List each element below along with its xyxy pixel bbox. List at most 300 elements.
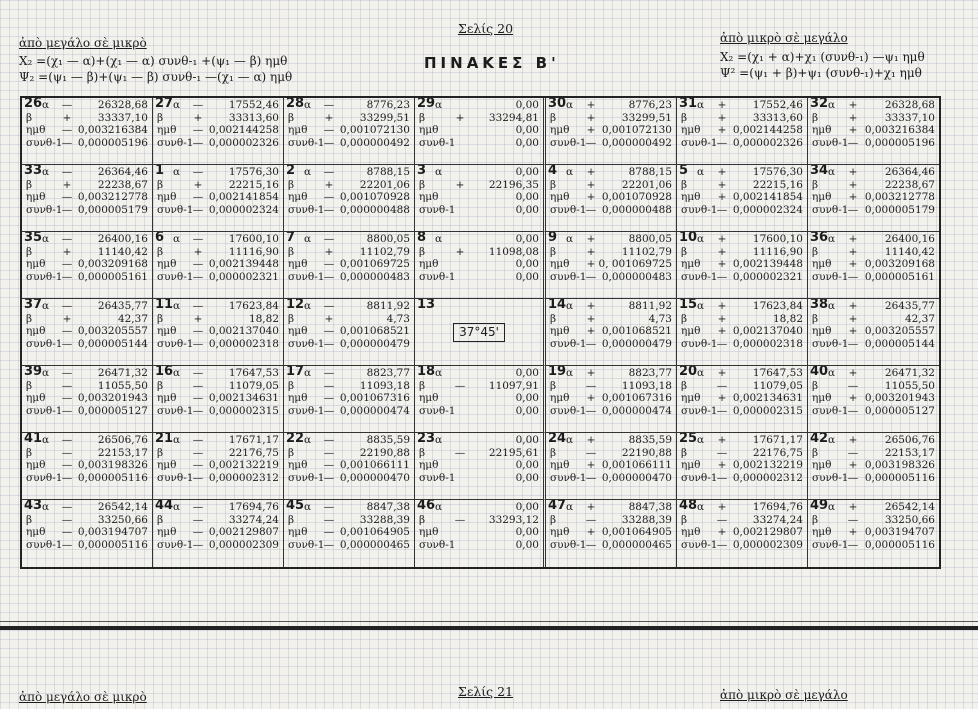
beta-label: β: [812, 245, 819, 258]
cos-row: [812, 338, 935, 351]
cos-value: 0,000005179: [864, 203, 935, 216]
alpha-sign: —: [192, 166, 204, 178]
cell-number: 38: [810, 299, 829, 312]
beta-sign: +: [848, 111, 858, 124]
sin-sign: +: [717, 459, 727, 472]
cell-number: 42: [810, 433, 829, 446]
alpha-label: α: [42, 166, 50, 178]
beta-sign: —: [716, 513, 728, 526]
cell-number: 16: [155, 366, 174, 379]
alpha-row: [157, 501, 279, 514]
cos-value: 0,000000479: [339, 337, 410, 350]
sin-label: ημθ: [26, 325, 46, 338]
beta-sign: +: [586, 245, 596, 258]
sin-value: 0,002129807: [208, 526, 279, 539]
beta-label: β: [812, 312, 819, 325]
beta-sign: —: [61, 446, 73, 459]
alpha-sign: +: [717, 166, 727, 178]
cell-number: 23: [417, 433, 436, 446]
beta-value: 22190,88: [359, 446, 410, 459]
alpha-value: 26471,32: [884, 367, 935, 379]
beta-label: β: [419, 245, 426, 258]
beta-value: 33250,66: [97, 513, 148, 526]
beta-value: 11079,05: [752, 379, 803, 392]
sin-value: 0,003212778: [77, 191, 148, 204]
sin-row: [681, 459, 803, 472]
cos-value: 0,000000474: [601, 404, 672, 417]
sin-label: ημθ: [550, 191, 570, 204]
table-cell: [153, 433, 284, 500]
alpha-label: α: [173, 434, 181, 446]
beta-label: β: [157, 178, 164, 191]
cos-sign: —: [323, 203, 335, 216]
sin-value: 0,003216384: [77, 124, 148, 137]
alpha-sign: —: [323, 367, 335, 379]
beta-row: [288, 112, 410, 125]
beta-sign: +: [193, 178, 203, 191]
sin-row: [550, 526, 672, 539]
cell-number: 7: [286, 232, 296, 245]
sin-sign: +: [848, 392, 858, 405]
alpha-sign: —: [323, 233, 335, 245]
beta-row: [288, 380, 410, 393]
cos-row: [288, 472, 410, 485]
alpha-row: [288, 99, 410, 112]
alpha-label: α: [697, 300, 705, 312]
alpha-sign: —: [61, 166, 73, 178]
alpha-row: [681, 300, 803, 313]
sin-sign: —: [192, 392, 204, 405]
table-cell: [22, 433, 153, 500]
beta-value: 11098,08: [488, 245, 539, 258]
table-cell: [284, 232, 415, 299]
alpha-sign: +: [848, 166, 858, 178]
cos-sign: —: [192, 136, 204, 149]
cos-row: [288, 405, 410, 418]
beta-sign: +: [848, 312, 858, 325]
cos-label: συνθ-1: [288, 404, 325, 417]
cos-sign: [453, 472, 467, 485]
table-cell: [153, 232, 284, 299]
cell-number: 17: [286, 366, 305, 379]
cos-label: συνθ-1: [157, 404, 194, 417]
alpha-value: 17552,46: [752, 99, 803, 111]
beta-label: β: [26, 245, 33, 258]
cos-row: [419, 472, 539, 485]
beta-sign: —: [716, 379, 728, 392]
alpha-row: [812, 434, 935, 447]
alpha-row: [26, 434, 148, 447]
sin-sign: —: [323, 526, 335, 539]
alpha-label: α: [697, 166, 705, 178]
sin-row: [157, 258, 279, 271]
alpha-value: 26435,77: [884, 300, 935, 312]
beta-row: [550, 380, 672, 393]
alpha-sign: —: [192, 367, 204, 379]
alpha-sign: —: [61, 367, 73, 379]
alpha-sign: —: [192, 300, 204, 312]
alpha-row: [419, 166, 539, 179]
page-divider: [0, 626, 978, 630]
beta-sign: +: [717, 111, 727, 124]
cos-row: [812, 405, 935, 418]
table-cell: [284, 165, 415, 232]
sin-sign: +: [717, 191, 727, 204]
right-direction-heading: ἀπὸ μικρὸ σὲ μεγάλο: [720, 31, 848, 45]
beta-value: 22195,61: [488, 446, 539, 459]
sin-sign: +: [586, 392, 596, 405]
table-cell: [808, 165, 939, 232]
alpha-sign: +: [586, 434, 596, 446]
alpha-value: 17647,53: [228, 367, 279, 379]
alpha-sign: —: [61, 99, 73, 111]
alpha-value: 17600,10: [752, 233, 803, 245]
beta-sign: +: [455, 245, 465, 258]
alpha-sign: —: [323, 501, 335, 513]
beta-row: [157, 514, 279, 527]
alpha-sign: —: [192, 99, 204, 111]
cos-row: [550, 539, 672, 552]
beta-value: 33250,66: [884, 513, 935, 526]
beta-label: β: [26, 446, 33, 459]
cos-label: συνθ-1: [681, 538, 718, 551]
sin-label: ημθ: [550, 325, 570, 338]
beta-sign: —: [192, 379, 204, 392]
alpha-row: [288, 367, 410, 380]
table-cell: [22, 98, 153, 165]
left-formula-y: Ψ₂ =(ψ₁ — β)+(ψ₁ — β) συνθ-₁ —(χ₁ — α) ημθ: [19, 70, 293, 84]
alpha-label: α: [566, 233, 574, 245]
alpha-label: α: [173, 233, 181, 245]
alpha-value: 26400,16: [884, 233, 935, 245]
beta-sign: —: [454, 513, 466, 526]
cos-row: [550, 338, 672, 351]
cell-number: 30: [548, 98, 567, 111]
alpha-value: 26542,14: [97, 501, 148, 513]
beta-label: β: [681, 312, 688, 325]
beta-row: [681, 246, 803, 259]
sin-value: 0,001064905: [601, 526, 672, 539]
alpha-sign: —: [61, 501, 73, 513]
cos-value: 0,000000465: [601, 538, 672, 551]
sin-label: ημθ: [157, 526, 177, 539]
beta-sign: —: [585, 446, 597, 459]
cos-row: [288, 137, 410, 150]
cos-row: [812, 271, 935, 284]
cos-row: [550, 472, 672, 485]
beta-value: 42,37: [117, 312, 148, 325]
alpha-label: α: [828, 300, 836, 312]
table-cell: [153, 366, 284, 433]
beta-label: β: [550, 178, 557, 191]
alpha-row: [419, 434, 539, 447]
sin-row: [419, 392, 539, 405]
table-cell: [153, 98, 284, 165]
cos-row: [812, 137, 935, 150]
cos-sign: —: [192, 270, 204, 283]
cos-value: 0,000000479: [601, 337, 672, 350]
table-cell: [153, 299, 284, 366]
alpha-row: [681, 166, 803, 179]
alpha-value: 17623,84: [228, 300, 279, 312]
beta-value: 11102,79: [359, 245, 410, 258]
alpha-row: [550, 434, 672, 447]
cos-sign: [453, 204, 467, 217]
sin-value: 0,00: [515, 392, 539, 405]
cos-row: [419, 204, 539, 217]
beta-value: 33274,24: [752, 513, 803, 526]
cos-label: συνθ-1: [288, 136, 325, 149]
table-cell: [546, 500, 677, 567]
sin-sign: +: [717, 392, 727, 405]
cos-row: [681, 405, 803, 418]
alpha-row: [550, 367, 672, 380]
beta-value: 42,37: [904, 312, 935, 325]
alpha-sign: +: [717, 501, 727, 513]
beta-value: 11093,18: [621, 379, 672, 392]
sin-value: 0,002137040: [732, 325, 803, 338]
cos-sign: —: [585, 404, 597, 417]
alpha-value: 0,00: [515, 166, 539, 178]
beta-sign: +: [848, 245, 858, 258]
sin-label: ημθ: [550, 392, 570, 405]
cos-label: συνθ-1: [26, 538, 63, 551]
alpha-value: 0,00: [515, 367, 539, 379]
cos-label: συνθ-1: [419, 471, 456, 484]
beta-sign: —: [847, 513, 859, 526]
cos-value: 0,000000488: [339, 203, 410, 216]
alpha-value: 0,00: [515, 501, 539, 513]
sin-sign: —: [192, 459, 204, 472]
sin-row: [550, 459, 672, 472]
cos-row: [288, 204, 410, 217]
beta-row: [288, 514, 410, 527]
cos-row: [419, 405, 539, 418]
beta-value: 22196,35: [488, 178, 539, 191]
sin-row: [681, 191, 803, 204]
table-cell: [677, 98, 808, 165]
beta-row: [550, 514, 672, 527]
beta-row: [26, 447, 148, 460]
cos-sign: —: [61, 404, 73, 417]
sin-label: ημθ: [26, 526, 46, 539]
beta-row: [681, 179, 803, 192]
beta-sign: +: [586, 178, 596, 191]
sin-sign: —: [61, 526, 73, 539]
cos-label: συνθ-1: [419, 538, 456, 551]
cell-number: 9: [548, 232, 558, 245]
alpha-sign: +: [848, 99, 858, 111]
table-cell: [22, 366, 153, 433]
cell-number: 25: [679, 433, 698, 446]
sin-value: 0,003209168: [864, 258, 935, 271]
alpha-row: [26, 166, 148, 179]
table-cell: [415, 98, 546, 165]
beta-value: 22201,06: [359, 178, 410, 191]
cos-row: [157, 271, 279, 284]
cos-sign: —: [192, 337, 204, 350]
sin-sign: +: [717, 258, 727, 271]
cos-sign: [453, 405, 467, 418]
beta-sign: +: [586, 312, 596, 325]
sin-label: ημθ: [26, 191, 46, 204]
sin-row: [812, 191, 935, 204]
beta-row: [812, 112, 935, 125]
cos-label: συνθ-1: [419, 203, 456, 216]
cell-number: 34: [810, 165, 829, 178]
beta-value: 22176,75: [752, 446, 803, 459]
alpha-label: α: [566, 367, 574, 379]
cos-sign: —: [585, 136, 597, 149]
sin-value: 0,00: [515, 258, 539, 271]
sin-label: ημθ: [419, 526, 439, 539]
sin-label: ημθ: [681, 191, 701, 204]
sin-sign: [453, 459, 467, 472]
cell-number: 4: [548, 165, 558, 178]
alpha-label: α: [828, 501, 836, 513]
alpha-label: α: [435, 99, 443, 111]
cos-row: [288, 338, 410, 351]
cos-sign: —: [192, 471, 204, 484]
sin-label: ημθ: [157, 392, 177, 405]
sin-label: ημθ: [812, 526, 832, 539]
beta-label: β: [681, 178, 688, 191]
page-divider-thin: [0, 621, 978, 622]
cos-sign: —: [585, 337, 597, 350]
sin-label: ημθ: [288, 191, 308, 204]
beta-label: β: [288, 111, 295, 124]
cos-sign: [453, 271, 467, 284]
alpha-sign: [453, 233, 467, 246]
cos-sign: —: [716, 203, 728, 216]
alpha-row: [550, 300, 672, 313]
alpha-row: [812, 233, 935, 246]
sin-sign: —: [61, 392, 73, 405]
beta-sign: —: [454, 446, 466, 459]
cos-row: [550, 405, 672, 418]
cos-sign: —: [61, 538, 73, 551]
beta-row: [157, 313, 279, 326]
beta-value: 11140,42: [97, 245, 148, 258]
table-cell: [546, 366, 677, 433]
cos-sign: —: [192, 538, 204, 551]
sin-row: [812, 258, 935, 271]
sin-row: [419, 258, 539, 271]
cell-number: 28: [286, 98, 305, 111]
beta-row: [681, 313, 803, 326]
sin-sign: +: [848, 124, 858, 137]
alpha-value: 8823,77: [628, 367, 672, 379]
cos-value: 0,000002321: [208, 270, 279, 283]
sin-sign: —: [192, 325, 204, 338]
cos-value: 0,000000474: [339, 404, 410, 417]
alpha-value: 0,00: [515, 99, 539, 111]
beta-sign: +: [324, 111, 334, 124]
sin-value: 0,002144258: [208, 124, 279, 137]
beta-row: [157, 447, 279, 460]
table-cell: [546, 299, 677, 366]
table-cell: [808, 433, 939, 500]
sin-sign: +: [848, 325, 858, 338]
beta-sign: +: [193, 312, 203, 325]
alpha-value: 26542,14: [884, 501, 935, 513]
beta-sign: —: [847, 446, 859, 459]
sin-label: ημθ: [550, 258, 570, 271]
cell-number: 19: [548, 366, 567, 379]
beta-value: 11093,18: [359, 379, 410, 392]
sin-row: [288, 325, 410, 338]
alpha-value: 17623,84: [752, 300, 803, 312]
beta-value: 4,73: [386, 312, 410, 325]
sin-label: ημθ: [681, 526, 701, 539]
cos-label: συνθ-1: [550, 203, 587, 216]
sin-label: ημθ: [419, 459, 439, 472]
alpha-value: 26435,77: [97, 300, 148, 312]
sin-sign: +: [586, 191, 596, 204]
cos-sign: —: [847, 404, 859, 417]
alpha-row: [288, 501, 410, 514]
sin-label: ημθ: [812, 191, 832, 204]
alpha-value: 8776,23: [628, 99, 672, 111]
alpha-value: 17694,76: [752, 501, 803, 513]
table-cell: [415, 232, 546, 299]
cos-label: συνθ-1: [419, 136, 456, 149]
sin-row: [26, 191, 148, 204]
cell-number: 40: [810, 366, 829, 379]
sin-sign: +: [848, 258, 858, 271]
cos-label: συνθ-1: [419, 270, 456, 283]
beta-sign: —: [847, 379, 859, 392]
beta-sign: +: [717, 245, 727, 258]
sin-value: 0,002132219: [732, 459, 803, 472]
alpha-value: 0,00: [515, 233, 539, 245]
beta-row: [812, 380, 935, 393]
alpha-sign: +: [848, 434, 858, 446]
cos-sign: —: [323, 538, 335, 551]
sin-sign: —: [61, 258, 73, 271]
beta-row: [419, 514, 539, 527]
sin-row: [157, 191, 279, 204]
sin-value: 0,003209168: [77, 258, 148, 271]
cos-sign: —: [323, 404, 335, 417]
table-cell: [415, 366, 546, 433]
beta-row: [812, 179, 935, 192]
beta-label: β: [288, 245, 295, 258]
sin-label: ημθ: [26, 124, 46, 137]
alpha-sign: —: [61, 434, 73, 446]
cos-value: 0,000002324: [208, 203, 279, 216]
beta-label: β: [681, 245, 688, 258]
sin-sign: —: [192, 191, 204, 204]
beta-sign: +: [717, 312, 727, 325]
sin-sign: —: [323, 124, 335, 137]
cos-label: συνθ-1: [812, 337, 849, 350]
cell-number: 46: [417, 500, 436, 513]
sin-label: ημθ: [288, 258, 308, 271]
alpha-sign: [453, 166, 467, 179]
beta-label: β: [157, 312, 164, 325]
sin-value: 0,001067316: [339, 392, 410, 405]
cell-number: 41: [24, 433, 43, 446]
alpha-row: [681, 99, 803, 112]
cos-label: συνθ-1: [288, 471, 325, 484]
cell-number: 32: [810, 98, 829, 111]
alpha-value: 8800,05: [628, 233, 672, 245]
sin-row: [26, 526, 148, 539]
table-cell: [284, 433, 415, 500]
cos-label: συνθ-1: [157, 337, 194, 350]
beta-sign: +: [717, 178, 727, 191]
